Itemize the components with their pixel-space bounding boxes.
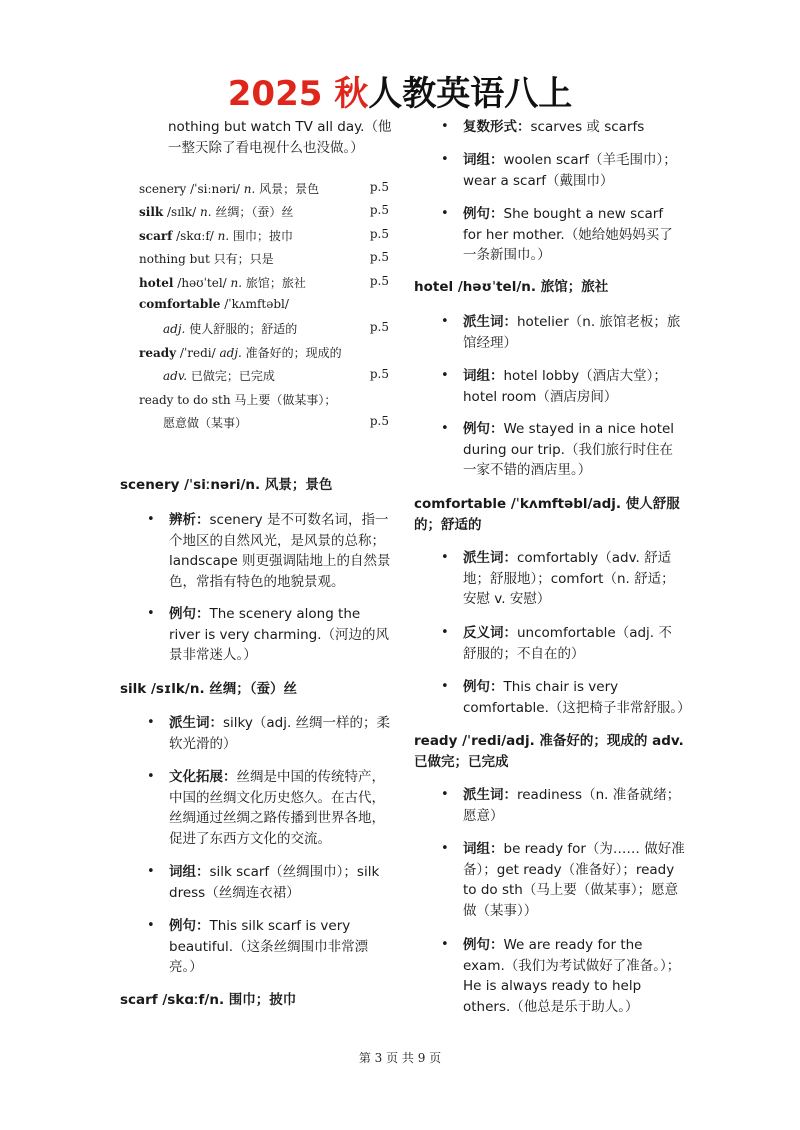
vocab-word: comfortable xyxy=(139,296,221,311)
bullet-label: 反义词： xyxy=(463,625,517,641)
vocab-word: hotel xyxy=(139,275,174,290)
bullet-label: 派生词： xyxy=(463,314,517,330)
vocab-row xyxy=(139,227,399,250)
vocab-page-ref: p.5 xyxy=(369,273,389,288)
bullet-item xyxy=(441,785,685,826)
vocab-page-ref: p.5 xyxy=(369,180,389,194)
vocab-pos: n. xyxy=(200,205,212,220)
vocab-row xyxy=(139,297,399,320)
entry-head-scenery: scenery /ˈsiːnəri/n. 风景；景色 xyxy=(120,477,333,493)
bullet-dot: • xyxy=(441,119,449,134)
bullet-item xyxy=(441,839,685,921)
bullet-text: scarves 或 scarfs xyxy=(530,119,645,135)
page-title xyxy=(0,66,800,115)
vocab-meaning: 风景；景色 xyxy=(255,182,320,196)
vocab-meaning: 准备好的；现成的 xyxy=(241,345,342,360)
bullet-item xyxy=(147,713,394,754)
bullet-text: We are ready for the exam.（我们为考试做好了准备。）；He is always ready to help others.（他总是乐于助人。） xyxy=(463,937,681,1015)
bullet-label: 词组： xyxy=(169,864,210,880)
bullet-label: 派生词： xyxy=(463,787,517,803)
bullet-dot: • xyxy=(147,512,155,527)
bullet-item xyxy=(147,510,394,592)
vocab-row xyxy=(139,414,399,437)
bullet-dot: • xyxy=(147,606,155,621)
vocab-pos: adv. xyxy=(163,369,188,384)
vocab-phonetic: /həʊˈtel/ xyxy=(173,275,231,290)
bullet-text: readiness（n. 准备就绪；愿意） xyxy=(463,787,681,824)
bullet-text: hotel lobby（酒店大堂）；hotel room（酒店房间） xyxy=(463,368,667,405)
bullet-text: woolen scarf（羊毛围巾）；wear a scarf（戴围巾） xyxy=(463,152,677,189)
bullet-dot: • xyxy=(441,841,449,856)
bullet-label: 词组： xyxy=(463,152,504,168)
entry-head-silk: silk /sɪlk/n. 丝绸；（蚕）丝 xyxy=(120,681,298,697)
vocab-row xyxy=(139,274,399,297)
bullet-text: The scenery along the river is very charming.（河边的风景非常迷人。） xyxy=(169,606,390,663)
vocab-meaning: 已做完；已完成 xyxy=(187,369,275,384)
bullet-dot: • xyxy=(441,368,449,383)
vocab-pos: n. xyxy=(230,275,243,290)
vocab-pos: n. xyxy=(243,182,256,196)
vocab-meaning: 马上要（做某事）； xyxy=(234,392,337,407)
vocab-page-ref: p.5 xyxy=(369,203,389,218)
vocab-word: scarf xyxy=(139,228,173,243)
vocab-row xyxy=(139,250,399,273)
vocab-word: ready to do sth xyxy=(139,392,231,407)
bullet-text: scenery 是不可数名词，指一个地区的自然风光，是风景的总称；landscape 则更强调陆地上的自然景色，常指有特色的地貌景观。 xyxy=(169,512,391,590)
bullet-dot: • xyxy=(441,679,449,694)
bullet-dot: • xyxy=(441,206,449,221)
vocab-phonetic: /ˈkʌmftəbl/ xyxy=(220,296,289,311)
bullet-dot: • xyxy=(147,715,155,730)
bullet-dot: • xyxy=(441,421,449,436)
bullet-label: 派生词： xyxy=(463,550,517,566)
vocab-row xyxy=(139,320,399,343)
vocab-row xyxy=(139,391,399,414)
bullet-text: comfortably（adv. 舒适地；舒服地）；comfort（n. 舒适；安慰 v. 安慰） xyxy=(463,550,675,607)
bullet-dot: • xyxy=(147,918,155,933)
bullet-item xyxy=(441,117,685,138)
bullet-item xyxy=(441,548,685,610)
bullet-dot: • xyxy=(441,314,449,329)
bullet-text: This silk scarf is very beautiful.（这条丝绸围巾非常漂亮。） xyxy=(169,918,369,975)
bullet-item xyxy=(441,419,685,481)
bullet-label: 例句： xyxy=(169,606,210,622)
vocab-row xyxy=(139,367,399,390)
vocab-word: nothing but xyxy=(139,252,210,267)
bullet-text: be ready for（为…… 做好准备）；get ready（准备好）；ready to do sth（马上要（做某事）；愿意做（某事）） xyxy=(463,841,685,919)
vocab-page-ref: p.5 xyxy=(369,226,389,241)
vocab-phonetic: /ˈsiːnəri/ xyxy=(186,182,244,196)
bullet-item xyxy=(147,604,394,666)
bullet-dot: • xyxy=(441,625,449,640)
bullet-label: 文化拓展： xyxy=(169,769,237,785)
vocab-row xyxy=(139,344,399,367)
vocab-pos: n. xyxy=(217,228,230,243)
vocab-page-ref: p.5 xyxy=(369,250,389,265)
vocab-meaning: 围巾；披巾 xyxy=(229,228,294,243)
vocab-phonetic: /skɑːf/ xyxy=(172,228,218,243)
bullet-item xyxy=(441,677,691,718)
vocab-pos: adj. xyxy=(163,322,186,337)
entry-head-comfortable: comfortable /ˈkʌmftəbl/adj. 使人舒服的；舒适的 xyxy=(414,496,680,533)
bullet-item xyxy=(441,366,685,407)
bullet-dot: • xyxy=(441,937,449,952)
vocab-page-ref: p.5 xyxy=(369,367,389,382)
vocab-phonetic: /ˈredi/ xyxy=(176,345,220,360)
vocab-word: ready xyxy=(139,345,177,360)
bullet-item xyxy=(147,767,394,849)
title-year: 2025 秋 xyxy=(227,74,369,114)
vocab-row xyxy=(139,203,399,226)
bullet-text: silk scarf（丝绸围巾）；silk dress（丝绸连衣裙） xyxy=(169,864,380,901)
bullet-label: 派生词： xyxy=(169,715,223,731)
page-footer: 第 3 页 共 9 页 xyxy=(358,1051,442,1065)
bullet-item xyxy=(441,204,685,266)
vocab-meaning: 只有；只是 xyxy=(213,252,274,267)
entry-head-scarf: scarf /skɑːf/n. 围巾；披巾 xyxy=(120,992,297,1008)
vocab-list xyxy=(139,180,399,437)
bullet-text: She bought a new scarf for her mother.（她给她妈妈买了一条新围巾。） xyxy=(463,206,673,263)
bullet-dot: • xyxy=(441,787,449,802)
bullet-label: 例句： xyxy=(463,421,504,437)
bullet-dot: • xyxy=(147,769,155,784)
continuation-text: nothing but watch TV all day.（他一整天除了看电视什么也没做。） xyxy=(168,119,392,156)
vocab-page-ref: p.5 xyxy=(369,413,389,428)
bullet-label: 词组： xyxy=(463,841,504,857)
bullet-item xyxy=(441,935,685,1017)
bullet-text: We stayed in a nice hotel during our trip.（我们旅行时住在一家不错的酒店里。） xyxy=(463,421,675,478)
bullet-item xyxy=(441,150,685,191)
vocab-meaning: 使人舒服的；舒适的 xyxy=(185,322,298,337)
entry-head-ready: ready /ˈredi/adj. 准备好的；现成的 adv. 已做完；已完成 xyxy=(414,733,684,770)
vocab-page-ref: p.5 xyxy=(369,320,389,335)
bullet-item xyxy=(147,862,394,903)
vocab-row xyxy=(139,180,399,203)
bullet-label: 例句： xyxy=(463,679,504,695)
bullet-dot: • xyxy=(441,550,449,565)
title-main: 人教英语八上 xyxy=(368,74,573,114)
bullet-item xyxy=(441,623,685,664)
vocab-pos: adj. xyxy=(219,345,242,360)
vocab-meaning: 愿意做（某事） xyxy=(163,415,248,430)
bullet-text: hotelier（n. 旅馆老板；旅馆经理） xyxy=(463,314,681,351)
bullet-label: 辨析： xyxy=(169,512,210,528)
vocab-meaning: 旅馆；旅社 xyxy=(242,275,306,290)
entry-head-hotel: hotel /həʊˈtel/n. 旅馆；旅社 xyxy=(414,279,609,295)
bullet-text: This chair is very comfortable.（这把椅子非常舒服。） xyxy=(463,679,691,716)
bullet-item xyxy=(441,312,685,353)
vocab-meaning: 丝绸；（蚕）丝 xyxy=(211,205,294,220)
bullet-text: uncomfortable（adj. 不舒服的；不自在的） xyxy=(463,625,672,662)
bullet-label: 例句： xyxy=(463,206,504,222)
bullet-text: 丝绸是中国的传统特产，中国的丝绸文化历史悠久。在古代，丝绸通过丝绸之路传播到世界各地，促进了东西方文化的交流。 xyxy=(169,769,385,847)
vocab-phonetic: /sɪlk/ xyxy=(163,205,201,220)
bullet-label: 例句： xyxy=(169,918,210,934)
bullet-label: 复数形式： xyxy=(463,119,531,135)
bullet-dot: • xyxy=(441,152,449,167)
bullet-dot: • xyxy=(147,864,155,879)
bullet-text: silky（adj. 丝绸一样的；柔软光滑的） xyxy=(169,715,391,752)
bullet-item xyxy=(147,916,394,978)
vocab-word: scenery xyxy=(139,182,187,196)
bullet-label: 例句： xyxy=(463,937,504,953)
bullet-label: 词组： xyxy=(463,368,504,384)
vocab-word: silk xyxy=(139,205,164,220)
